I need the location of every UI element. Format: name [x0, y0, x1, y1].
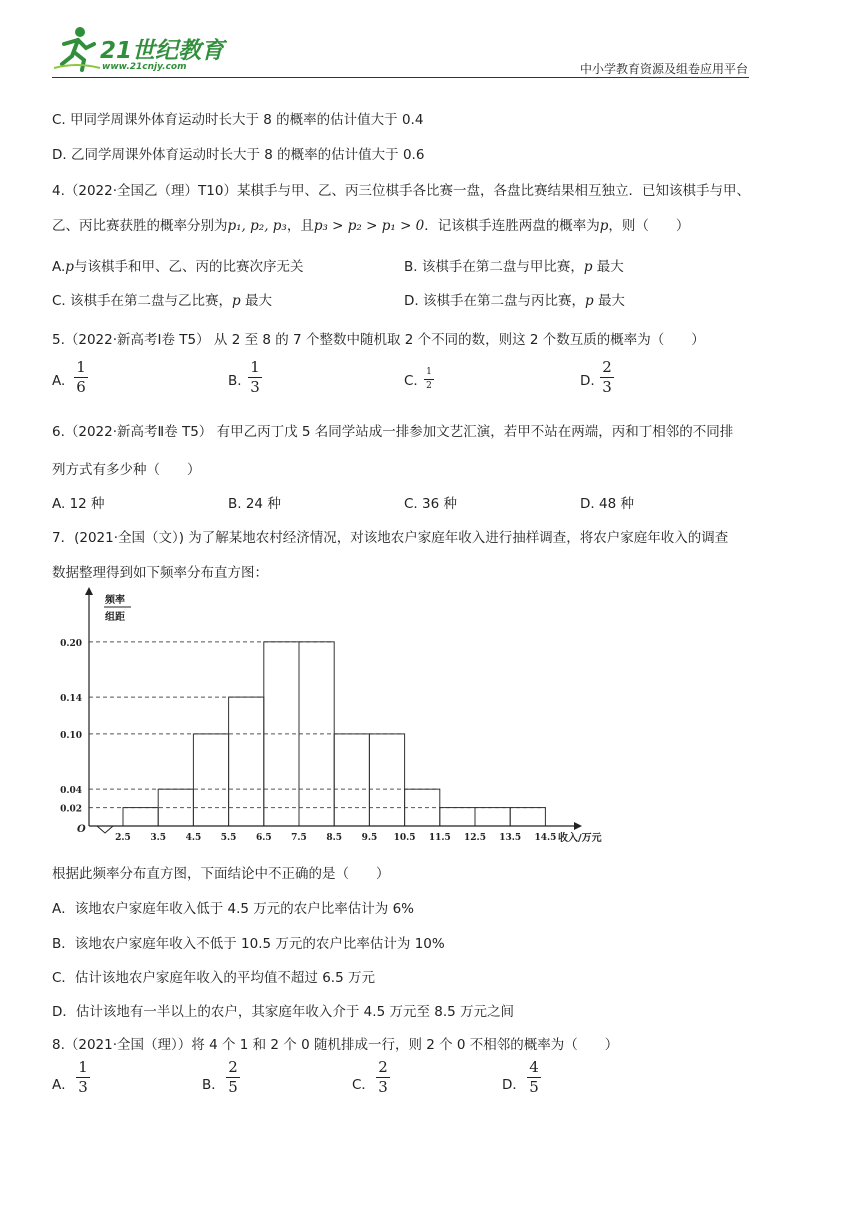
- y-tick-label: 0.20: [60, 638, 82, 649]
- x-tick-label: 9.5: [361, 833, 378, 843]
- x-tick-label: 8.5: [326, 833, 343, 843]
- q5-option-d-fraction: 2 3: [600, 360, 614, 395]
- q5-option-c-fraction: 1 2: [424, 368, 434, 391]
- q3-option-d: D. 乙同学周课外体育运动时长大于 8 的概率的估计值大于 0.6: [52, 147, 425, 163]
- x-tick-label: 2.5: [115, 833, 131, 843]
- q7-option-d: D．估计该地有一半以上的农户，其家庭年收入介于 4.5 万元至 8.5 万元之间: [52, 1004, 514, 1020]
- histogram-bar: [193, 734, 228, 826]
- q6-option-d: D. 48 种: [580, 496, 634, 512]
- q7-stem-line2: 数据整理得到如下频率分布直方图：: [52, 565, 268, 581]
- q8-option-d-fraction: 4 5: [527, 1060, 541, 1095]
- q8-option-b-label: B．: [202, 1077, 225, 1093]
- y-tick-label: 0.10: [60, 730, 82, 741]
- x-tick-label: 7.5: [291, 833, 307, 843]
- q7-option-b: B．该地农户家庭年收入不低于 10.5 万元的农户比率估计为 10%: [52, 936, 445, 952]
- q4-option-b: B. 该棋手在第二盘与甲比赛，p 最大: [404, 259, 624, 275]
- q5-option-d-label: D.: [580, 373, 595, 389]
- axis-break: [97, 826, 113, 833]
- x-tick-label: 10.5: [393, 833, 416, 843]
- x-tick-label: 13.5: [499, 833, 522, 843]
- histogram-bar: [123, 808, 158, 826]
- q7-after-chart: 根据此频率分布直方图，下面结论中不正确的是（ ）: [52, 866, 390, 882]
- q5-option-c-label: C.: [404, 373, 418, 389]
- q7-option-c: C．估计该地农户家庭年收入的平均值不超过 6.5 万元: [52, 970, 375, 986]
- platform-name: 中小学教育资源及组卷应用平台: [579, 62, 748, 76]
- x-axis-arrow: [574, 822, 582, 830]
- histogram-bar: [475, 808, 510, 826]
- q4-option-d: D. 该棋手在第二盘与丙比赛，p 最大: [404, 293, 625, 309]
- x-tick-label: 5.5: [220, 833, 237, 843]
- runner-logo-icon: [52, 22, 102, 72]
- q8-option-d-label: D．: [502, 1077, 526, 1093]
- q4-stem-line1: 4.（2022·全国乙（理）T10）某棋手与甲、乙、丙三位棋手各比赛一盘，各盘比赛结果相互独立．已知该棋手与甲、: [52, 183, 750, 199]
- q8-stem: 8.（2021·全国（理））将 4 个 1 和 2 个 0 随机排成一行，则 2 个 0 不相邻的概率为（ ）: [52, 1037, 619, 1053]
- y-axis-arrow: [85, 587, 93, 595]
- histogram-bar: [229, 697, 264, 826]
- q5-option-b-label: B.: [228, 373, 242, 389]
- y-axis-label-bottom: 组距: [105, 612, 125, 623]
- q7-option-a: A．该地农户家庭年收入低于 4.5 万元的农户比率估计为 6%: [52, 901, 414, 917]
- q8-option-c-label: C．: [352, 1077, 375, 1093]
- q4-option-c: C. 该棋手在第二盘与乙比赛，p 最大: [52, 293, 272, 309]
- q4-option-a: A.p与该棋手和甲、乙、丙的比赛次序无关: [52, 259, 304, 275]
- q4-stem-line2: 乙、丙比赛获胜的概率分别为p₁, p₂, p₃，且p₃ > p₂ > p₁ > 0．记该棋手连胜两盘的概率为p，则（ ）: [52, 218, 690, 234]
- q6-stem-line2: 列方式有多少种（ ）: [52, 462, 201, 478]
- histogram-bar: [369, 734, 404, 826]
- origin-label: O: [77, 824, 86, 835]
- q6-option-a: A. 12 种: [52, 496, 105, 512]
- y-tick-label: 0.04: [60, 786, 82, 797]
- logo-text: 21世纪教育: [100, 38, 225, 64]
- q5-stem: 5.（2022·新高考Ⅰ卷 T5） 从 2 至 8 的 7 个整数中随机取 2 个不同的数，则这 2 个数互质的概率为（ ）: [52, 332, 705, 348]
- x-tick-label: 12.5: [464, 833, 486, 843]
- histogram-bar: [510, 808, 545, 826]
- y-tick-label: 0.02: [60, 804, 82, 815]
- site-logo: [52, 22, 242, 78]
- q6-option-b: B. 24 种: [228, 496, 281, 512]
- q8-option-c-fraction: 2 3: [376, 1060, 390, 1095]
- x-axis-label: 收入/万元: [558, 833, 602, 844]
- logo-url: www.21cnjy.com: [102, 62, 187, 72]
- y-tick-label: 0.14: [60, 694, 82, 705]
- q6-option-c: C. 36 种: [404, 496, 457, 512]
- q3-option-c: C. 甲同学周课外体育运动时长大于 8 的概率的估计值大于 0.4: [52, 112, 424, 128]
- x-tick-label: 14.5: [534, 833, 557, 843]
- x-tick-label: 4.5: [185, 833, 202, 843]
- q5-option-b-fraction: 1 3: [248, 360, 262, 395]
- frequency-histogram: [52, 585, 632, 845]
- histogram-bar: [440, 808, 475, 826]
- header-divider: [52, 77, 749, 78]
- q8-option-b-fraction: 2 5: [226, 1060, 240, 1095]
- x-tick-label: 6.5: [255, 833, 272, 843]
- x-tick-label: 3.5: [150, 833, 167, 843]
- q8-option-a-label: A．: [52, 1077, 75, 1093]
- q5-option-a-label: A.: [52, 373, 66, 389]
- q5-option-a-fraction: 1 6: [74, 360, 88, 395]
- x-tick-label: 11.5: [428, 833, 451, 843]
- histogram-bar: [334, 734, 369, 826]
- q8-option-a-fraction: 1 3: [76, 1060, 90, 1095]
- y-axis-label-top: 频率: [105, 595, 125, 606]
- q6-stem-line1: 6.（2022·新高考Ⅱ卷 T5） 有甲乙丙丁戊 5 名同学站成一排参加文艺汇演，若甲不站在两端，丙和丁相邻的不同排: [52, 424, 734, 440]
- q7-stem-line1: 7．(2021·全国（文）) 为了解某地农村经济情况，对该地农户家庭年收入进行抽样调查，将农户家庭年收入的调查: [52, 530, 729, 546]
